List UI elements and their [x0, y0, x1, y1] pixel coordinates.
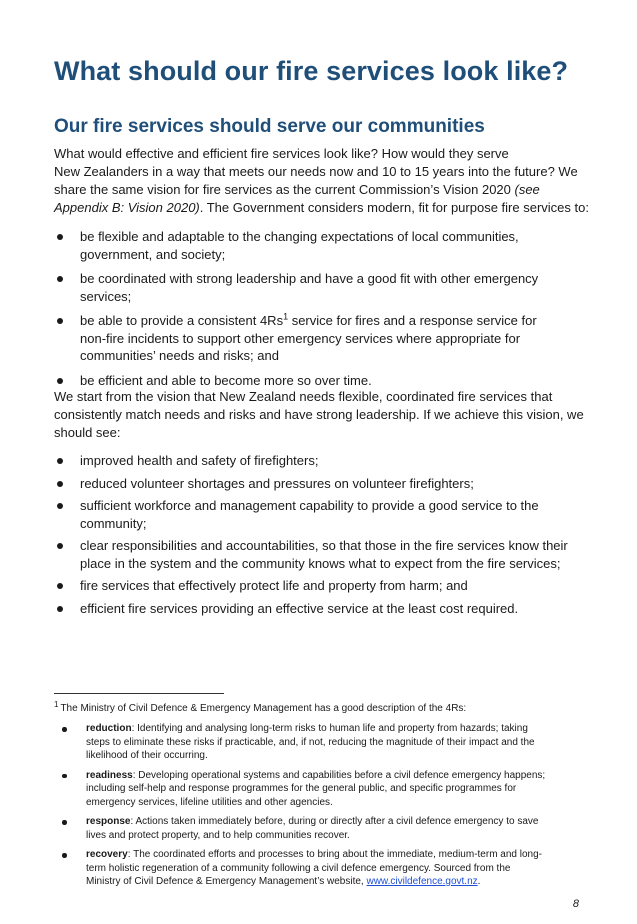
list-item: be coordinated with strong leadership and have a good fit with other emergency services; [54, 270, 594, 305]
list-item: be able to provide a consistent 4Rs$^1$ service for fires and a response service for non-fire incidents to support other emergency services where appropriate for communities’ needs and risks; and [54, 312, 594, 365]
bullet-icon [57, 481, 63, 487]
list-item: clear responsibilities and accountabilities, so that those in the fire services know their place in the system and the community knows what to expect from the fire services; [54, 537, 594, 572]
vision-paragraph: We start from the vision that New Zealand needs flexible, coordinated fire services that consistently match needs and risks and have strong leadership. If we achieve this vision, we should see: [54, 389, 584, 440]
bullet-icon [57, 234, 63, 240]
intro-line: share the same vision for fire services as the current Commission’s Vision 2020 [54, 182, 515, 197]
list-item: reduced volunteer shortages and pressures on volunteer firefighters; [54, 475, 594, 493]
footnote-item: readiness: Developing operational systems and capabilities before a civil defence emergency happens; including self-help and response programmes for the general public, and specific programmes for emergency services, lifeline utilities and other agencies. [54, 769, 582, 810]
bullet-icon [62, 774, 67, 779]
term-recovery: recovery [86, 849, 128, 860]
term-reduction: reduction [86, 723, 132, 734]
section-heading: Our fire services should serve our communities [54, 116, 485, 137]
footnote-reference[interactable]: 1 [283, 311, 289, 322]
fire-services-criteria-list [54, 228, 594, 396]
intro-line: What would effective and efficient fire services look like? How would they serve [54, 146, 509, 161]
page-title: What should our fire services look like? [54, 56, 569, 86]
bullet-icon [57, 583, 63, 589]
bullet-icon [62, 727, 67, 732]
list-item: be flexible and adaptable to the changing expectations of local communities, government, and society; [54, 228, 594, 263]
bullet-icon [57, 458, 63, 464]
footnote-4rs-list [54, 722, 582, 895]
footnote-item: recovery: The coordinated efforts and processes to bring about the immediate, medium-term and long- term holistic regeneration of a community following a civil defence emergency. Sourced from the Ministry of Civil Defence & Emergency Management’s website, www.civildefence.govt.nz. [54, 848, 582, 889]
bullet-icon [57, 503, 63, 509]
bullet-icon [57, 318, 63, 324]
expected-outcomes-list [54, 452, 594, 622]
list-item: efficient fire services providing an effective service at the least cost required. [54, 600, 594, 618]
footnote-marker: 1 [54, 699, 59, 709]
bullet-icon [62, 853, 67, 858]
bullet-icon [62, 820, 67, 825]
bullet-icon [57, 378, 63, 384]
list-item: be efficient and able to become more so over time. [54, 372, 594, 390]
bullet-icon [57, 543, 63, 549]
footnote-divider [54, 693, 224, 694]
term-response: response [86, 816, 131, 827]
footnote-intro: $^1$ The Ministry of Civil Defence & Emergency Management has a good description of the 4Rs: [54, 699, 467, 714]
list-item: sufficient workforce and management capability to provide a good service to the community; [54, 497, 594, 532]
intro-line: New Zealanders in a way that meets our needs now and 10 to 15 years into the future? We [54, 164, 578, 179]
intro-italic: (see [514, 182, 540, 197]
footnote-item: reduction: Identifying and analysing long-term risks to human life and property from hazards; taking steps to eliminate these risks if practicable, and, if not, reducing the magnitude of their impact and the likelihood of their occurring. [54, 722, 582, 763]
intro-line: . The Government considers modern, fit for purpose fire services to: [199, 200, 589, 215]
page-number: 8 [572, 898, 579, 910]
list-item: fire services that effectively protect life and property from harm; and [54, 577, 594, 595]
footnote-item: response: Actions taken immediately before, during or directly after a civil defence emergency to save lives and protect property, and to help communities recover. [54, 815, 582, 842]
intro-italic: Appendix B: Vision 2020) [54, 200, 200, 215]
bullet-icon [57, 606, 63, 612]
intro-paragraph [54, 145, 594, 217]
list-item: improved health and safety of firefighters; [54, 452, 594, 470]
term-readiness: readiness [86, 769, 133, 781]
civildefence-link[interactable]: www.civildefence.govt.nz [366, 876, 478, 887]
bullet-icon [57, 276, 63, 282]
